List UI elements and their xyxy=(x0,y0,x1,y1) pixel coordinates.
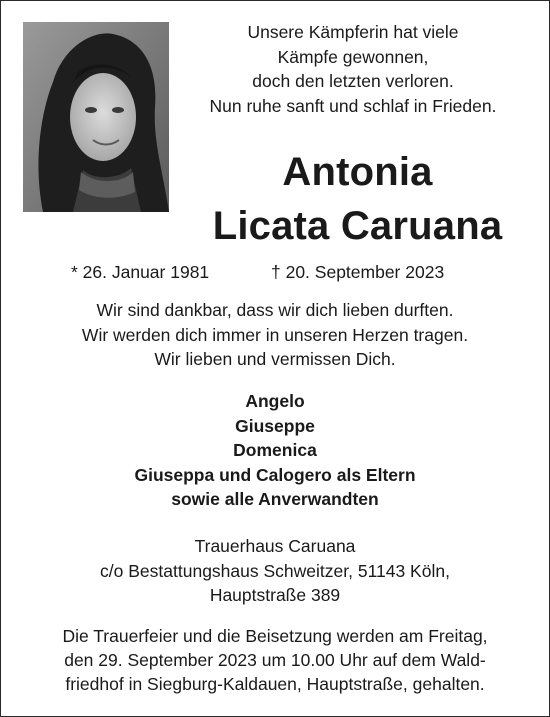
death-date: † 20. September 2023 xyxy=(271,262,445,282)
mourner-name: Domenica xyxy=(233,440,317,460)
birth-date: * 26. Januar 1981 xyxy=(71,262,210,282)
notice-line: Die Trauerfeier und die Beisetzung werden am Freitag, xyxy=(62,626,488,646)
dedication-line: Wir sind dankbar, dass wir dich lieben durften. xyxy=(96,300,454,320)
deceased-last-name: Licata Caruana xyxy=(212,204,503,248)
memorial-verse xyxy=(178,20,528,118)
address-line: Trauerhaus Caruana xyxy=(194,536,356,556)
notice-line: friedhof in Siegburg-Kaldauen, Hauptstraße, gehalten. xyxy=(65,674,485,694)
notice-line: den 29. September 2023 um 10.00 Uhr auf dem Wald- xyxy=(64,650,486,670)
verse-line: doch den letzten verloren. xyxy=(252,71,454,91)
address-line: c/o Bestattungshaus Schweitzer, 51143 Köln, xyxy=(100,560,450,581)
dedication-line: Wir werden dich immer in unseren Herzen tragen. xyxy=(81,324,469,345)
dedication-text xyxy=(0,298,550,372)
funeral-notice xyxy=(0,624,550,696)
dedication-line: Wir lieben und vermissen Dich. xyxy=(154,349,396,369)
mourner-name: Giuseppe xyxy=(235,415,315,436)
portrait-photo xyxy=(23,22,169,212)
mourners-list xyxy=(0,389,550,512)
deceased-first-name: Antonia xyxy=(282,150,433,194)
verse-line: Unsere Kämpferin hat viele xyxy=(247,22,459,42)
mourner-name: sowie alle Anverwandten xyxy=(171,489,379,509)
portrait-image xyxy=(23,22,169,212)
mourning-address xyxy=(0,534,550,608)
address-line: Hauptstraße 389 xyxy=(209,585,341,605)
verse-line: Kämpfe gewonnen, xyxy=(277,46,429,67)
verse-line: Nun ruhe sanft und schlaf in Frieden. xyxy=(209,95,497,116)
mourner-name: Giuseppa und Calogero als Eltern xyxy=(134,464,416,485)
life-dates xyxy=(0,259,550,285)
mourner-name: Angelo xyxy=(245,391,305,411)
